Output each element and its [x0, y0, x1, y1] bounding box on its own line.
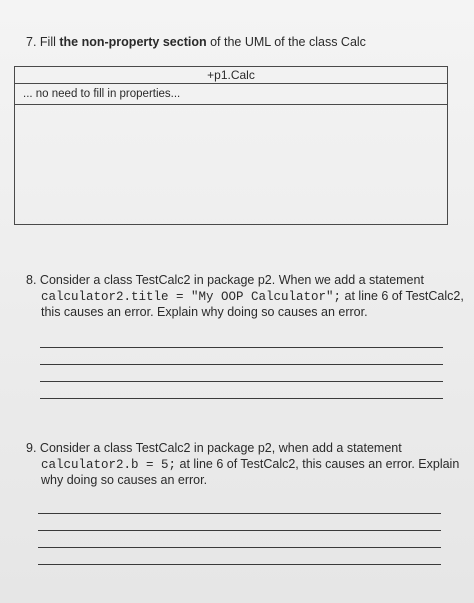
question-7-bold: the non-property section [59, 35, 207, 49]
uml-methods-section[interactable] [15, 105, 447, 224]
question-8-text-2: at line 6 of TestCalc2, [341, 289, 464, 303]
question-9-line-1 [26, 440, 402, 456]
question-8-number: 8. [26, 273, 37, 287]
question-9-number: 9. [26, 441, 37, 455]
uml-class-name: +p1.Calc [15, 67, 447, 84]
question-8-text-1: Consider a class TestCalc2 in package p2. When we add a statement [39, 273, 424, 287]
question-7-suffix: of the UML of the class Calc [206, 35, 366, 49]
question-9-text-3: why doing so causes an error. [41, 473, 208, 487]
answer-line[interactable] [38, 547, 441, 548]
question-8-line-1 [26, 272, 424, 288]
uml-properties-section: ... no need to fill in properties... [15, 84, 447, 105]
question-9-code: calculator2.b = 5; [41, 458, 177, 472]
question-7-number: 7. [26, 35, 37, 49]
answer-line[interactable] [40, 381, 443, 382]
question-8-line-2 [41, 288, 464, 305]
question-7 [26, 34, 366, 50]
question-9-line-3 [41, 472, 207, 488]
question-9-text-2: at line 6 of TestCalc2, this causes an error. Explain [176, 457, 460, 471]
question-9-text-1: Consider a class TestCalc2 in package p2, when add a statement [39, 441, 402, 455]
answer-line[interactable] [38, 564, 441, 565]
answer-line[interactable] [40, 347, 443, 348]
answer-line[interactable] [38, 513, 441, 514]
answer-line[interactable] [40, 398, 443, 399]
question-7-prefix: Fill [39, 35, 60, 49]
uml-class-box [14, 66, 448, 225]
answer-line[interactable] [40, 364, 443, 365]
question-8-code: calculator2.title = "My OOP Calculator"; [41, 290, 342, 304]
answer-line[interactable] [38, 530, 441, 531]
question-8-line-3 [41, 304, 368, 320]
question-8-text-3: this causes an error. Explain why doing so causes an error. [41, 305, 368, 319]
question-9-line-2 [41, 456, 459, 473]
